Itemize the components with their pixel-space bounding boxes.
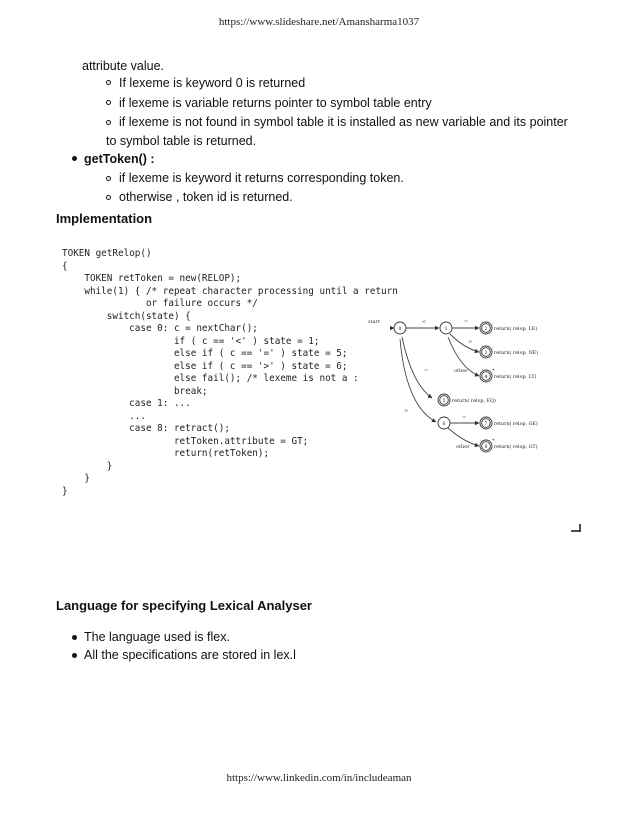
state-label: 6 bbox=[442, 422, 446, 427]
state-label: 0 bbox=[398, 327, 402, 332]
header-url[interactable]: https://www.slideshare.net/Amansharma1037 bbox=[218, 16, 420, 28]
edge-label: > bbox=[468, 339, 473, 345]
edge-label: = bbox=[424, 368, 429, 374]
language-item: All the specifications are stored in lex.l bbox=[84, 648, 296, 662]
code-line: if ( c == '<' ) state = 1; bbox=[62, 335, 320, 347]
code-line: TOKEN retToken = new(RELOP); bbox=[62, 273, 242, 284]
gettoken-label: getToken() : bbox=[84, 152, 155, 166]
edge-label: > bbox=[404, 408, 409, 414]
circle-bullet-icon bbox=[106, 80, 111, 85]
state-label: 7 bbox=[484, 422, 488, 427]
language-item: The language used is flex. bbox=[84, 630, 230, 644]
circle-bullet-icon bbox=[106, 120, 111, 125]
circle-bullet-icon bbox=[106, 195, 111, 200]
code-line: else fail(); /* lexeme is not a : bbox=[62, 373, 359, 384]
footer-url[interactable]: https://www.linkedin.com/in/includeaman bbox=[226, 772, 412, 784]
code-line: return(retToken); bbox=[62, 448, 270, 459]
edge-label: = bbox=[464, 319, 469, 325]
gettoken-item: otherwise , token id is returned. bbox=[119, 190, 293, 204]
code-line: while(1) { /* repeat character processing until a return bbox=[62, 285, 398, 297]
code-listing bbox=[62, 248, 398, 498]
edge-label: other bbox=[454, 368, 468, 374]
code-line: case 1: ... bbox=[62, 398, 191, 409]
code-line: else if ( c == '=' ) state = 5; bbox=[62, 348, 348, 359]
retract-mark: * bbox=[492, 368, 495, 374]
intro-item: if lexeme is not found in symbol table it is installed as new variable and its pointer bbox=[119, 115, 568, 129]
transition-diagram bbox=[364, 310, 564, 460]
intro-item-continuation: to symbol table is returned. bbox=[106, 134, 257, 148]
code-line: { bbox=[62, 260, 68, 272]
action-label: return( relop, NE) bbox=[494, 351, 539, 356]
intro-item: if lexeme is variable returns pointer to symbol table entry bbox=[119, 96, 432, 110]
retract-mark: * bbox=[492, 438, 495, 444]
code-line: else if ( c == '>' ) state = 6; bbox=[62, 360, 348, 372]
state-label: 8 bbox=[484, 445, 488, 450]
circle-bullet-icon bbox=[106, 176, 111, 181]
continued-text: attribute value. bbox=[82, 59, 164, 73]
code-line: or failure occurs */ bbox=[62, 298, 258, 309]
action-label: return( relop, GT) bbox=[494, 445, 538, 450]
implementation-heading: Implementation bbox=[56, 211, 153, 226]
action-label: return( relop, EQ) bbox=[452, 399, 496, 404]
disc-bullet-icon bbox=[72, 635, 77, 640]
gettoken-item: if lexeme is keyword it returns corresponding token. bbox=[119, 171, 404, 185]
action-label: return( relop, LT) bbox=[494, 375, 537, 380]
language-heading: Language for specifying Lexical Analyser bbox=[56, 598, 312, 613]
edge-label: = bbox=[462, 415, 467, 421]
code-line: case 0: c = nextChar(); bbox=[62, 323, 258, 334]
code-line: retToken.attribute = GT; bbox=[62, 435, 309, 447]
state-label: 4 bbox=[484, 375, 488, 380]
state-label: 2 bbox=[484, 327, 488, 332]
state-label: 3 bbox=[484, 351, 488, 356]
corner-mark-icon bbox=[570, 523, 582, 533]
edge-label: other bbox=[456, 444, 470, 450]
code-line: switch(state) { bbox=[62, 310, 191, 322]
disc-bullet-icon bbox=[72, 156, 77, 161]
code-line: TOKEN getRelop() bbox=[62, 248, 152, 259]
intro-item: If lexeme is keyword 0 is returned bbox=[119, 76, 306, 90]
action-label: return( relop, GE) bbox=[494, 422, 538, 427]
edge-label: < bbox=[422, 319, 427, 325]
code-line: case 8: retract(); bbox=[62, 423, 230, 434]
disc-bullet-icon bbox=[72, 653, 77, 658]
action-label: return( relop, LE) bbox=[494, 327, 538, 332]
code-line: } bbox=[62, 485, 68, 497]
code-line: ... bbox=[62, 410, 146, 422]
code-line: } bbox=[62, 460, 113, 472]
state-label: 5 bbox=[442, 399, 446, 404]
code-line: break; bbox=[62, 385, 208, 397]
start-label: start bbox=[368, 319, 380, 325]
state-label: 1 bbox=[444, 327, 448, 332]
circle-bullet-icon bbox=[106, 100, 111, 105]
code-line: } bbox=[62, 473, 90, 484]
